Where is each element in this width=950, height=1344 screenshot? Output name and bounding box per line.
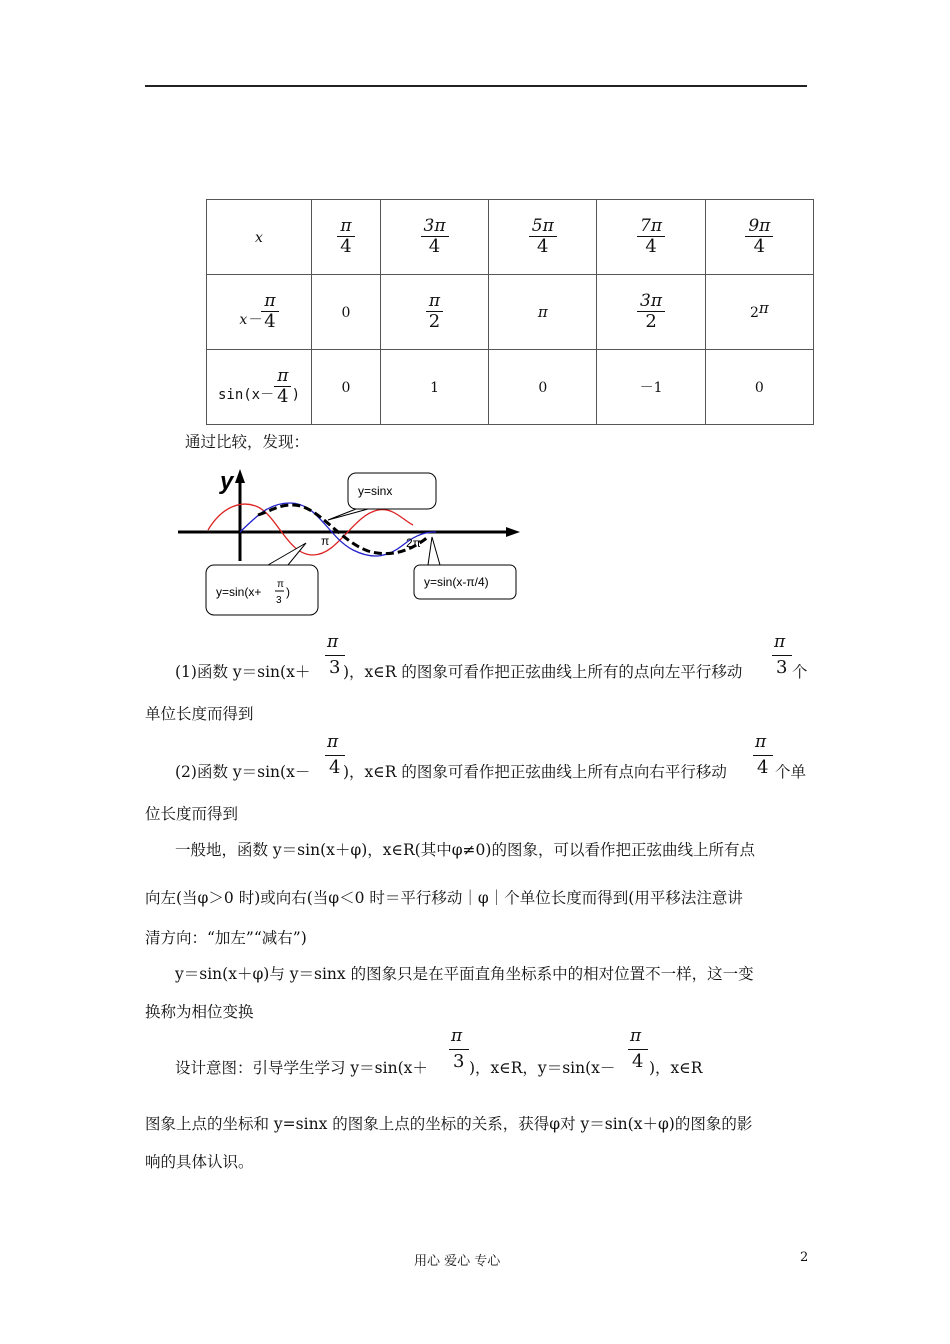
table-row bbox=[207, 275, 814, 350]
p2-text-b: )，x∈R 的图象可看作把正弦曲线上所有点向右平行移动 bbox=[343, 763, 727, 781]
p1-line2: 单位长度而得到 bbox=[145, 705, 254, 723]
p1-frac2-num: π bbox=[774, 632, 786, 652]
p5-frac2-bar bbox=[628, 1049, 648, 1050]
p1-text-c: 个 bbox=[792, 663, 808, 681]
table-cell: $\frac{3\pi}{2}$ bbox=[597, 275, 705, 350]
row-label-sin: sin(x－ $\frac{\pi}{4}$ ) bbox=[207, 350, 312, 425]
p5-frac2-num: π bbox=[630, 1026, 642, 1046]
p1-frac-num: π bbox=[327, 632, 339, 652]
curve-shift-right bbox=[258, 505, 428, 554]
header-rule bbox=[145, 85, 807, 87]
table-row bbox=[207, 200, 814, 275]
table-cell: $\frac{\pi}{4}$ bbox=[312, 200, 381, 275]
table-cell: 0 bbox=[489, 350, 597, 425]
p4-line2: 换称为相位变换 bbox=[145, 1003, 254, 1021]
p2-frac-den: 4 bbox=[329, 757, 341, 778]
p2-text-a: (2)函数 y＝sin(x－ bbox=[175, 763, 311, 781]
callout-sinx-text: y=sinx bbox=[358, 484, 393, 498]
p6-line1: 图象上点的坐标和 y=sinx 的图象上点的坐标的关系，获得φ对 y＝sin(x＋φ)的图象的影 bbox=[145, 1115, 753, 1133]
compare-text: 通过比较，发现： bbox=[185, 433, 310, 451]
p5-frac-bar bbox=[449, 1049, 469, 1050]
p6-line2: 响的具体认识。 bbox=[145, 1153, 254, 1171]
p2-frac2-den: 4 bbox=[757, 757, 769, 778]
row-label-x: x bbox=[207, 200, 312, 275]
p1-frac2-bar bbox=[772, 655, 792, 656]
table-cell: $\frac{\pi}{2}$ bbox=[380, 275, 488, 350]
p5-text-b: )，x∈R，y＝sin(x－ bbox=[469, 1059, 616, 1077]
callout-right-text: y=sin(x-π/4) bbox=[424, 575, 489, 589]
y-axis-label: y bbox=[220, 468, 234, 495]
table-cell: $\frac{3\pi}{4}$ bbox=[380, 200, 488, 275]
table-cell: 1 bbox=[380, 350, 488, 425]
y-axis-arrow bbox=[235, 469, 245, 483]
p3-line2: 向左(当φ＞0 时)或向右(当φ＜0 时＝平行移动｜φ｜个单位长度而得到(用平移法注意讲 bbox=[145, 889, 743, 907]
p2-frac-bar bbox=[325, 755, 345, 756]
p1-text-a: (1)函数 y＝sin(x＋ bbox=[175, 663, 311, 681]
p3-line1: 一般地，函数 y＝sin(x＋φ)，x∈R(其中φ≠0)的图象，可以看作把正弦曲线上所有点 bbox=[175, 841, 755, 859]
footer-center: 用心 爱心 专心 bbox=[414, 1254, 501, 1269]
table-row bbox=[207, 350, 814, 425]
row-label-x-minus-pi4: x－ $\frac{\pi}{4}$ bbox=[207, 275, 312, 350]
two-pi-label: 2π bbox=[406, 536, 421, 550]
p2-frac2-bar bbox=[753, 755, 773, 756]
callout-left-close: ) bbox=[286, 585, 290, 599]
p2-frac-num: π bbox=[327, 732, 339, 752]
p5-frac-den: 3 bbox=[453, 1051, 465, 1072]
table-cell: π bbox=[489, 275, 597, 350]
p5-text-a: 设计意图：引导学生学习 y＝sin(x＋ bbox=[175, 1059, 428, 1077]
p5-frac2-den: 4 bbox=[632, 1051, 644, 1072]
p3-line3: 清方向：“加左”“减右”) bbox=[145, 929, 307, 947]
p5-text-c: )，x∈R bbox=[649, 1059, 703, 1077]
table-cell: 0 bbox=[705, 350, 813, 425]
table-cell: $\frac{5\pi}{4}$ bbox=[489, 200, 597, 275]
value-table bbox=[206, 199, 814, 425]
p1-frac-bar bbox=[325, 655, 345, 656]
p5-frac-num: π bbox=[451, 1026, 463, 1046]
table-cell: $\frac{9\pi}{4}$ bbox=[705, 200, 813, 275]
table-cell: －1 bbox=[597, 350, 705, 425]
x-axis-arrow bbox=[506, 527, 520, 537]
p1-frac2-den: 3 bbox=[776, 657, 788, 678]
callout-left-den: 3 bbox=[276, 595, 282, 606]
table-cell: 0 bbox=[312, 275, 381, 350]
pi-label: π bbox=[321, 534, 330, 548]
table-cell: $\frac{7\pi}{4}$ bbox=[597, 200, 705, 275]
p2-line2: 位长度而得到 bbox=[145, 805, 239, 823]
callout-left-num: π bbox=[277, 579, 284, 590]
callout-left-text: y=sin(x+ bbox=[216, 585, 262, 599]
page-number: 2 bbox=[800, 1250, 809, 1265]
sine-graph bbox=[178, 465, 523, 620]
p4-line1: y＝sin(x＋φ)与 y＝sinx 的图象只是在平面直角坐标系中的相对位置不一样，这一变 bbox=[175, 965, 754, 983]
p2-text-c: 个单 bbox=[775, 763, 807, 781]
table-cell: 2π bbox=[705, 275, 813, 350]
table-cell: 0 bbox=[312, 350, 381, 425]
p1-text-b: )，x∈R 的图象可看作把正弦曲线上所有的点向左平行移动 bbox=[343, 663, 743, 681]
p2-frac2-num: π bbox=[755, 732, 767, 752]
p1-frac-den: 3 bbox=[329, 657, 341, 678]
